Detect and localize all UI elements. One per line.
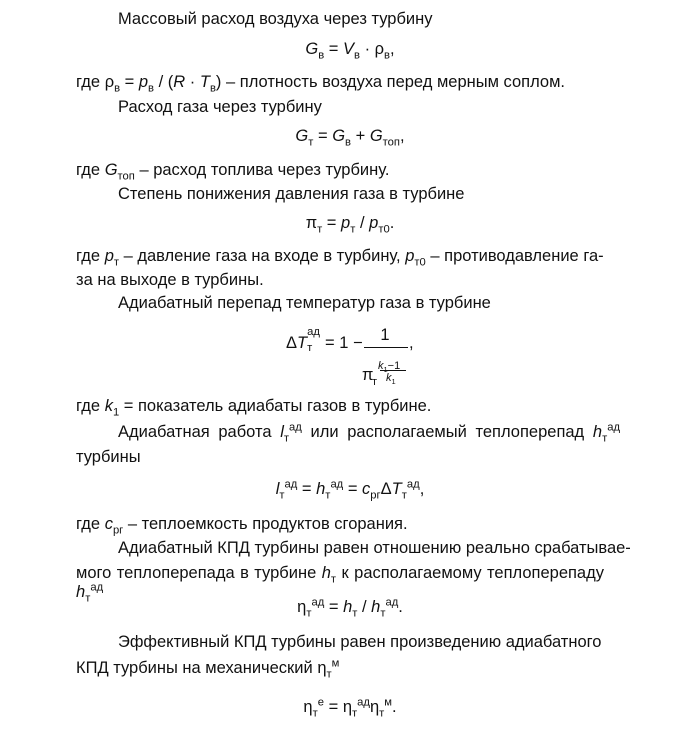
text-line: Адиабатный КПД турбины равен отношению реально срабатывае- [118,539,631,557]
equation-adiabatic-efficiency: $\eta_т^{ад} = h_т / h_т^{ад}$. [297,596,403,620]
text-line: мого теплоперепада в турбине $h_т$ к располагаемому теплоперепаду $h_т^{ад}$ [76,564,604,605]
equation-adiabatic-work: $l_т^{ад} = h_т^{ад} = c_{рг}\Delta T_т^{ад}$, [275,478,425,502]
equation-effective-efficiency: $\eta_т^е = \eta_т^{ад}\eta_т^м$. [303,696,397,720]
text-line: турбины [76,448,141,466]
text-line: Расход газа через турбину [118,98,322,116]
equation-adiabatic-temperature-drop: ΔT т ад = 1 − 1 $k_1-1$ $k_1$ π т , [286,326,414,388]
text-line: где $k_1$ = показатель адиабаты газов в турбине. [76,397,432,419]
text-line: где $G_{топ}$ – расход топлива через турбину. [76,161,390,183]
equation-gas-flow: $G_т = G_в + G_{топ}$, [295,127,405,149]
text-line: Степень понижения давления газа в турбине [118,185,465,203]
text-line: Эффективный КПД турбины равен произведению адиабатного [118,633,602,651]
equation-air-mass-flow: $G_в = V_в \cdot \rho_в$, [305,40,395,62]
text-line: где $\rho_в = p_в / (R \cdot T_в)$ – плотность воздуха перед мерным соплом. [76,73,566,95]
text-line: Массовый расход воздуха через турбину [118,10,433,28]
text-line: КПД турбины на механический $\eta_т^м$ [76,657,340,681]
text-line: где $p_т$ – давление газа на входе в турбину, $p_{т0}$ – противодавление га- [76,247,604,269]
text-line: за на выходе в турбины. [76,271,264,289]
text-line: Адиабатный перепад температур газа в турбине [118,294,491,312]
text-line: где $c_{рг}$ – теплоемкость продуктов сгорания. [76,515,408,537]
text-line: Адиабатная работа $l_т^{ад}$ или располагаемый теплоперепад $h_т^{ад}$ [118,421,620,445]
equation-pressure-ratio: $\pi_т = p_т / p_{т0}$. [305,214,395,236]
